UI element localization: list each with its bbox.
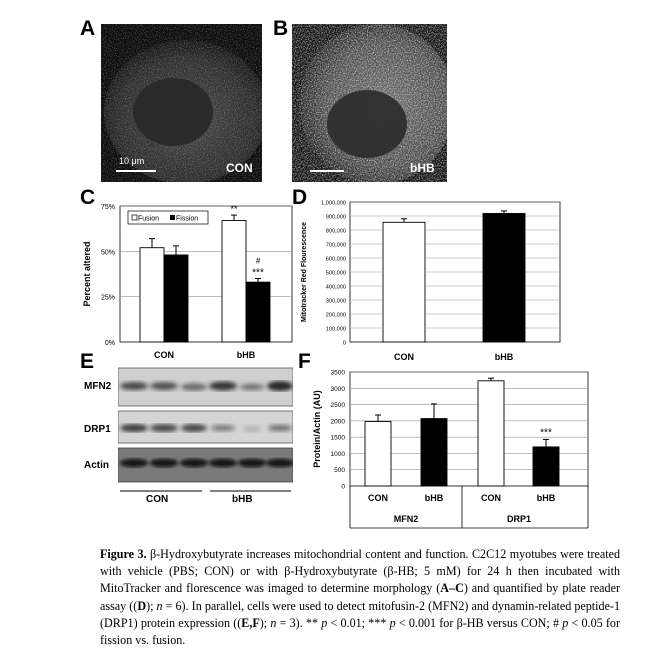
y-tick-label: 200,000	[325, 312, 346, 319]
caption-n: n	[156, 598, 163, 613]
y-tick-label: 0	[341, 483, 345, 491]
caption-text: );	[146, 598, 157, 613]
x-tick-label: bHB	[536, 493, 556, 503]
blot-row-label-drp1: DRP1	[84, 424, 111, 435]
panel-label-d: D	[292, 186, 308, 209]
y-tick-label: 2500	[330, 402, 345, 410]
x-tick-label: bHB	[494, 352, 514, 362]
caption-text: β-Hydroxybutyrate increases mitochondrial content and function. C2C12 myotubes were treated with vehicle (PBS; CON) or with β-Hydroxybutyrate (β-HB; 5 mM) for 24 h then incubated with MitoTracker and florescence was imaged to determine morphology (	[100, 547, 621, 596]
y-tick-label: 1000	[330, 450, 345, 458]
bar	[246, 282, 270, 342]
caption-p: p	[389, 615, 396, 630]
caption-p: p	[562, 615, 569, 630]
figure-caption	[100, 546, 620, 649]
bar	[478, 381, 504, 486]
panel-label-a: A	[80, 17, 96, 40]
caption-text: < 0.01; ***	[327, 615, 390, 630]
significance-marker: #	[255, 256, 261, 266]
panel-label-f: F	[298, 350, 311, 373]
y-tick-label: 75%	[100, 204, 115, 211]
x-tick-label: bHB	[424, 493, 444, 503]
x-tick-label: CON	[394, 352, 414, 362]
chart-f	[298, 362, 628, 537]
y-axis-label: Protein/Actin (AU)	[312, 390, 322, 468]
caption-n: n	[270, 615, 277, 630]
caption-text: );	[259, 615, 271, 630]
y-tick-label: 900,000	[325, 214, 346, 221]
caption-ref-d: D	[137, 598, 147, 613]
y-tick-label: 700,000	[325, 242, 346, 249]
legend-swatch	[132, 215, 137, 220]
x-tick-label: CON	[368, 493, 388, 503]
legend-swatch	[170, 215, 175, 220]
x-tick-label: CON	[154, 350, 174, 360]
western-blot	[118, 366, 293, 486]
scale-bar-label: 10 μm	[119, 156, 145, 166]
blot-group-bhb: bHB	[232, 494, 253, 505]
y-tick-label: 600,000	[325, 256, 346, 263]
caption-text: < 0.05 for fission vs. fusion.	[100, 615, 620, 648]
chart-c	[78, 190, 298, 373]
y-tick-label: 3000	[330, 385, 345, 393]
blot-group-lines	[118, 488, 293, 496]
y-tick-label: 500	[334, 467, 345, 475]
legend	[128, 211, 208, 224]
significance-marker: ***	[540, 427, 552, 439]
legend-entry: Fission	[176, 215, 199, 223]
y-tick-label: 3500	[330, 369, 345, 377]
blot-row-label-mfn2: MFN2	[84, 381, 112, 392]
bar	[421, 419, 447, 486]
significance-marker: **	[230, 204, 238, 215]
y-tick-label: 300,000	[325, 298, 346, 305]
x-tick-label: bHB	[236, 350, 256, 360]
caption-ref-ef: E,F	[241, 615, 260, 630]
y-tick-label: 0%	[104, 340, 115, 347]
panel-label-e: E	[80, 350, 95, 373]
bar	[140, 248, 164, 342]
blot-group-con: CON	[146, 494, 169, 505]
blot-row-label-actin: Actin	[84, 460, 109, 471]
caption-p: p	[321, 615, 328, 630]
panel-label-b: B	[273, 17, 289, 40]
panel-label-c: C	[80, 186, 96, 209]
y-tick-label: 0	[342, 340, 346, 347]
caption-text: < 0.001 for β-HB versus CON; #	[395, 615, 563, 630]
y-tick-label: 100,000	[325, 326, 346, 333]
significance-marker: ***	[252, 267, 264, 279]
caption-text: = 3). **	[276, 615, 322, 630]
bar	[533, 447, 559, 486]
micrograph-con	[101, 24, 262, 182]
y-tick-label: 500,000	[325, 270, 346, 277]
y-tick-label: 400,000	[325, 284, 346, 291]
group-label: MFN2	[393, 514, 419, 524]
micrograph-bhb	[292, 24, 447, 182]
y-tick-label: 25%	[100, 294, 115, 302]
group-label: DRP1	[506, 514, 532, 524]
y-tick-label: 800,000	[325, 228, 346, 235]
bar	[222, 221, 246, 342]
y-tick-label: 1500	[330, 434, 345, 442]
legend-entry: Fusion	[138, 215, 160, 223]
bar	[483, 213, 525, 342]
y-tick-label: 1,000,000	[321, 200, 346, 207]
micrograph-con-label: CON	[226, 161, 253, 175]
bar	[365, 422, 391, 486]
caption-text: = 6). In parallel, cells were used to detect mitofusin-2 (MFN2) and dynamin-related peptide-1 (DRP1) protein expression ((	[100, 598, 620, 630]
y-axis-label: Percent altered	[82, 241, 92, 307]
micrograph-bhb-label: bHB	[410, 161, 435, 175]
y-tick-label: 50%	[100, 249, 115, 257]
bar	[164, 255, 188, 342]
caption-lead: Figure 3.	[100, 547, 147, 561]
y-tick-label: 2000	[330, 418, 345, 426]
y-axis-label: Mitotracker Red Flourescence	[301, 222, 308, 322]
caption-text: ) and quantified by plate reader assay ((	[100, 581, 620, 613]
bar	[383, 222, 425, 342]
x-tick-label: CON	[481, 493, 501, 503]
caption-ref-ac: A–C	[440, 581, 464, 596]
